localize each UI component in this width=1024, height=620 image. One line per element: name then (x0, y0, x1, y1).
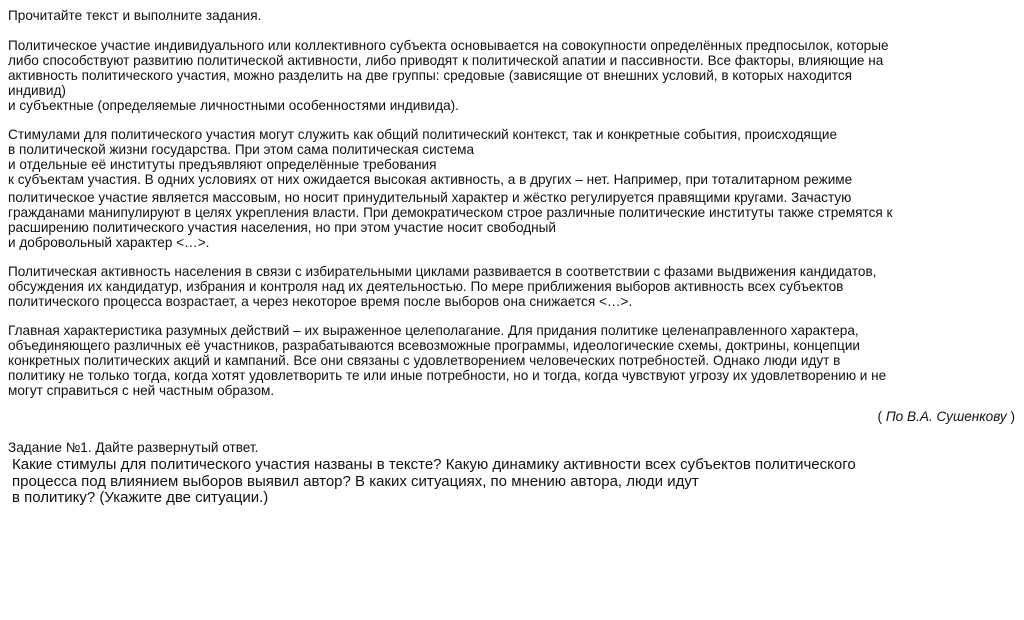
paragraph-2-line: и отдельные её институты предъявляют определённые требования (8, 157, 437, 172)
instruction: Прочитайте текст и выполните задания. (8, 8, 262, 23)
paragraph-2-line: расширению политического участия населения, но при этом участие носит свободный (8, 220, 557, 235)
paragraph-3-line: политического процесса возрастает, а через некоторое время после выборов она снижается <…>. (8, 294, 633, 309)
paragraph-1-line: Политическое участие индивидуального или коллективного субъекта основывается на совокупности определённых предпосылок, которые (8, 38, 889, 53)
paragraph-4-line: политику не только тогда, когда хотят удовлетворить те или иные потребности, но и тогда, когда чувствуют угрозу их удовлетворению и не (8, 368, 887, 383)
author-close: ) (1006, 409, 1015, 424)
paragraph-2-line: гражданами манипулируют в целях укрепления власти. При демократическом строе различные политические институты также стремятся к (8, 205, 893, 220)
paragraph-4-line: объединяющего различных её участников, разрабатываются всевозможные программы, идеологические схемы, доктрины, концепции (8, 338, 861, 353)
paragraph-2-line: Стимулами для политического участия могут служить как общий политический контекст, так и конкретные события, происходящие (8, 127, 838, 142)
paragraph-1-line: либо способствуют развитию политической активности, либо приводят к политической апатии и пассивности. Все факторы, влияющие на (8, 53, 884, 68)
task-title: Задание №1. Дайте развернутый ответ. (8, 440, 259, 455)
paragraph-4-line: конкретных политических акций и кампаний. Все они связаны с удовлетворением человеческих потребностей. Однако люди идут в (8, 353, 841, 368)
task-question-line: Какие стимулы для политического участия названы в тексте? Какую динамику активности всех субъектов политического (12, 456, 856, 473)
paragraph-1-line: активность политического участия, можно разделить на две группы: средовые (зависящие от внешних условий, в которых находится (8, 68, 852, 83)
paragraph-2-line: и добровольный характер <…>. (8, 235, 210, 250)
paragraph-3-line: Политическая активность населения в связи с избирательными циклами развивается в соответствии с фазами выдвижения кандидатов, (8, 264, 877, 279)
author-attribution (878, 409, 1015, 424)
author-name: По В.А. Сушенкову (885, 409, 1007, 424)
paragraph-2-line: политическое участие является массовым, но носит принудительный характер и жёстко регулируется правящими кругами. Зачастую (8, 190, 852, 205)
paragraph-4-line: могут справиться с ней частным образом. (8, 383, 275, 398)
paragraph-1-line: индивид) (8, 83, 66, 98)
paragraph-2-line: в политической жизни государства. При этом сама политическая система (8, 142, 475, 157)
paragraph-2-line: к субъектам участия. В одних условиях от них ожидается высокая активность, а в других – нет. Например, при тоталитарном режиме (8, 172, 853, 187)
author-open: ( (877, 409, 886, 424)
task-question-line: в политику? (Укажите две ситуации.) (12, 489, 269, 506)
paragraph-4-line: Главная характеристика разумных действий – их выраженное целеполагание. Для придания политике целенаправленного характера, (8, 323, 859, 338)
task-question-line: процесса под влиянием выборов выявил автор? В каких ситуациях, по мнению автора, люди идут (12, 472, 699, 490)
paragraph-3-line: обсуждения их кандидатур, избрания и контроля над их деятельностью. По мере приближения выборов активность всех субъектов (8, 279, 844, 294)
paragraph-1-line: и субъектные (определяемые личностными особенностями индивида). (8, 98, 459, 113)
